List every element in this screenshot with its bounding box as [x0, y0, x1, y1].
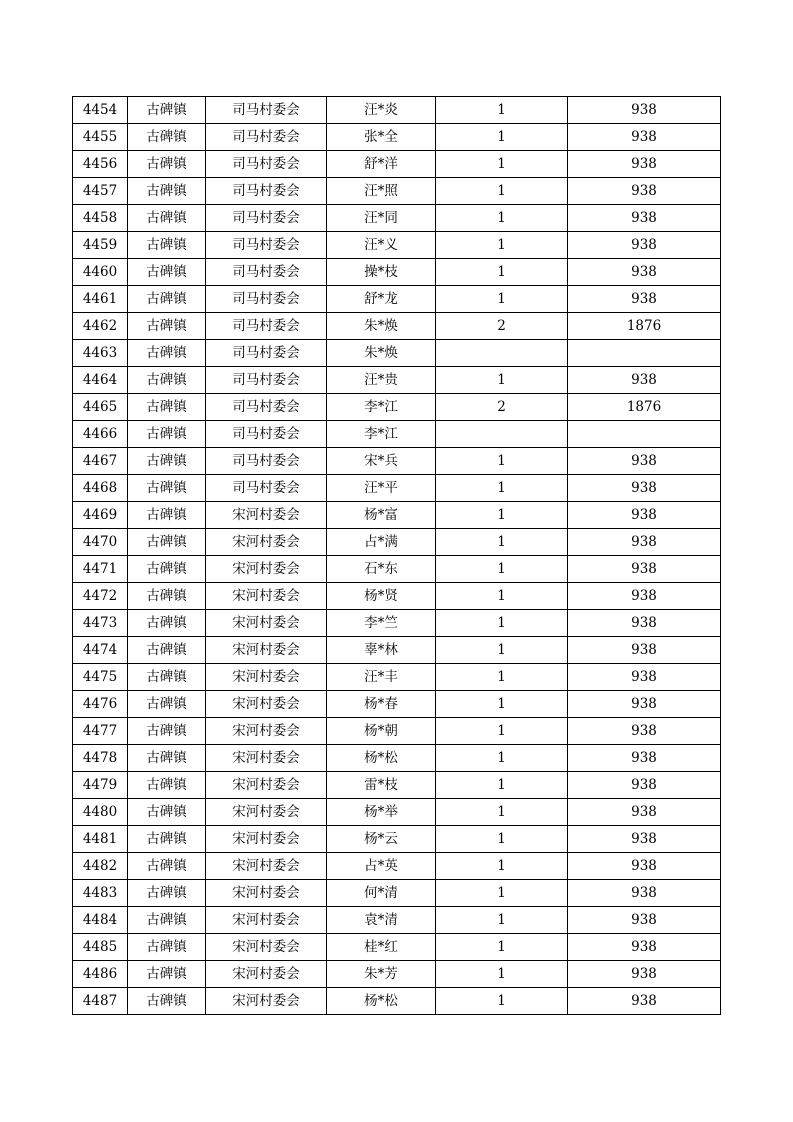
table-row — [73, 448, 721, 475]
name-cell: 宋*兵 — [327, 448, 436, 475]
town-cell: 古碑镇 — [128, 205, 206, 232]
row-number-cell: 4482 — [73, 853, 128, 880]
row-number-cell: 4487 — [73, 988, 128, 1015]
amount-cell: 938 — [568, 286, 721, 313]
count-cell: 1 — [436, 286, 568, 313]
amount-cell: 938 — [568, 961, 721, 988]
village-committee-cell: 司马村委会 — [206, 475, 327, 502]
town-cell: 古碑镇 — [128, 934, 206, 961]
town-cell: 古碑镇 — [128, 124, 206, 151]
table-row — [73, 799, 721, 826]
count-cell: 1 — [436, 961, 568, 988]
table-row — [73, 340, 721, 367]
row-number-cell: 4468 — [73, 475, 128, 502]
amount-cell — [568, 340, 721, 367]
town-cell: 古碑镇 — [128, 151, 206, 178]
count-cell: 1 — [436, 718, 568, 745]
row-number-cell: 4458 — [73, 205, 128, 232]
amount-cell: 938 — [568, 448, 721, 475]
amount-cell: 938 — [568, 826, 721, 853]
count-cell: 1 — [436, 151, 568, 178]
row-number-cell: 4469 — [73, 502, 128, 529]
row-number-cell: 4470 — [73, 529, 128, 556]
row-number-cell: 4461 — [73, 286, 128, 313]
name-cell: 杨*云 — [327, 826, 436, 853]
amount-cell: 938 — [568, 502, 721, 529]
town-cell: 古碑镇 — [128, 826, 206, 853]
amount-cell: 938 — [568, 907, 721, 934]
amount-cell: 938 — [568, 205, 721, 232]
town-cell: 古碑镇 — [128, 961, 206, 988]
amount-cell: 938 — [568, 529, 721, 556]
village-committee-cell: 司马村委会 — [206, 205, 327, 232]
town-cell: 古碑镇 — [128, 394, 206, 421]
table-row — [73, 367, 721, 394]
town-cell: 古碑镇 — [128, 799, 206, 826]
name-cell: 汪*贵 — [327, 367, 436, 394]
table-row — [73, 97, 721, 124]
row-number-cell: 4466 — [73, 421, 128, 448]
village-committee-cell: 宋河村委会 — [206, 664, 327, 691]
table-row — [73, 664, 721, 691]
town-cell: 古碑镇 — [128, 502, 206, 529]
table-row — [73, 691, 721, 718]
amount-cell: 938 — [568, 799, 721, 826]
count-cell: 1 — [436, 475, 568, 502]
count-cell: 1 — [436, 853, 568, 880]
amount-cell: 938 — [568, 556, 721, 583]
count-cell: 1 — [436, 799, 568, 826]
village-committee-cell: 宋河村委会 — [206, 583, 327, 610]
count-cell: 1 — [436, 367, 568, 394]
amount-cell: 938 — [568, 475, 721, 502]
village-committee-cell: 司马村委会 — [206, 421, 327, 448]
record-table-body — [73, 97, 721, 1015]
village-committee-cell: 司马村委会 — [206, 259, 327, 286]
table-row — [73, 178, 721, 205]
count-cell — [436, 421, 568, 448]
name-cell: 朱*焕 — [327, 313, 436, 340]
village-committee-cell: 司马村委会 — [206, 340, 327, 367]
name-cell: 何*清 — [327, 880, 436, 907]
row-number-cell: 4480 — [73, 799, 128, 826]
town-cell: 古碑镇 — [128, 286, 206, 313]
village-committee-cell: 司马村委会 — [206, 151, 327, 178]
row-number-cell: 4465 — [73, 394, 128, 421]
village-committee-cell: 宋河村委会 — [206, 610, 327, 637]
amount-cell: 938 — [568, 232, 721, 259]
row-number-cell: 4455 — [73, 124, 128, 151]
village-committee-cell: 宋河村委会 — [206, 880, 327, 907]
row-number-cell: 4481 — [73, 826, 128, 853]
table-row — [73, 745, 721, 772]
town-cell: 古碑镇 — [128, 610, 206, 637]
table-row — [73, 718, 721, 745]
name-cell: 石*东 — [327, 556, 436, 583]
amount-cell — [568, 421, 721, 448]
count-cell: 1 — [436, 178, 568, 205]
record-table — [72, 96, 721, 1015]
name-cell: 汪*丰 — [327, 664, 436, 691]
village-committee-cell: 宋河村委会 — [206, 502, 327, 529]
name-cell: 汪*炎 — [327, 97, 436, 124]
row-number-cell: 4485 — [73, 934, 128, 961]
name-cell: 杨*松 — [327, 988, 436, 1015]
row-number-cell: 4464 — [73, 367, 128, 394]
name-cell: 汪*照 — [327, 178, 436, 205]
town-cell: 古碑镇 — [128, 259, 206, 286]
table-row — [73, 259, 721, 286]
name-cell: 杨*举 — [327, 799, 436, 826]
town-cell: 古碑镇 — [128, 718, 206, 745]
name-cell: 张*全 — [327, 124, 436, 151]
name-cell: 朱*芳 — [327, 961, 436, 988]
row-number-cell: 4474 — [73, 637, 128, 664]
village-committee-cell: 司马村委会 — [206, 286, 327, 313]
row-number-cell: 4456 — [73, 151, 128, 178]
name-cell: 雷*枝 — [327, 772, 436, 799]
row-number-cell: 4457 — [73, 178, 128, 205]
row-number-cell: 4484 — [73, 907, 128, 934]
table-row — [73, 880, 721, 907]
village-committee-cell: 宋河村委会 — [206, 988, 327, 1015]
count-cell: 1 — [436, 691, 568, 718]
count-cell: 1 — [436, 664, 568, 691]
count-cell: 2 — [436, 313, 568, 340]
amount-cell: 938 — [568, 772, 721, 799]
town-cell: 古碑镇 — [128, 637, 206, 664]
town-cell: 古碑镇 — [128, 907, 206, 934]
town-cell: 古碑镇 — [128, 853, 206, 880]
town-cell: 古碑镇 — [128, 475, 206, 502]
village-committee-cell: 司马村委会 — [206, 367, 327, 394]
village-committee-cell: 司马村委会 — [206, 313, 327, 340]
row-number-cell: 4471 — [73, 556, 128, 583]
table-row — [73, 502, 721, 529]
count-cell: 1 — [436, 232, 568, 259]
count-cell: 1 — [436, 502, 568, 529]
name-cell: 占*英 — [327, 853, 436, 880]
name-cell: 杨*朝 — [327, 718, 436, 745]
count-cell: 1 — [436, 529, 568, 556]
town-cell: 古碑镇 — [128, 745, 206, 772]
name-cell: 李*江 — [327, 421, 436, 448]
amount-cell: 938 — [568, 97, 721, 124]
name-cell: 李*竺 — [327, 610, 436, 637]
count-cell: 1 — [436, 934, 568, 961]
town-cell: 古碑镇 — [128, 772, 206, 799]
village-committee-cell: 宋河村委会 — [206, 691, 327, 718]
village-committee-cell: 司马村委会 — [206, 124, 327, 151]
amount-cell: 938 — [568, 637, 721, 664]
amount-cell: 938 — [568, 583, 721, 610]
name-cell: 操*枝 — [327, 259, 436, 286]
table-row — [73, 232, 721, 259]
village-committee-cell: 宋河村委会 — [206, 556, 327, 583]
town-cell: 古碑镇 — [128, 178, 206, 205]
table-row — [73, 853, 721, 880]
amount-cell: 938 — [568, 610, 721, 637]
town-cell: 古碑镇 — [128, 97, 206, 124]
count-cell: 1 — [436, 583, 568, 610]
village-committee-cell: 司马村委会 — [206, 394, 327, 421]
amount-cell: 938 — [568, 178, 721, 205]
amount-cell: 938 — [568, 259, 721, 286]
village-committee-cell: 司马村委会 — [206, 232, 327, 259]
village-committee-cell: 宋河村委会 — [206, 529, 327, 556]
table-row — [73, 637, 721, 664]
count-cell: 1 — [436, 826, 568, 853]
name-cell: 辜*林 — [327, 637, 436, 664]
table-row — [73, 961, 721, 988]
village-committee-cell: 司马村委会 — [206, 448, 327, 475]
count-cell: 1 — [436, 988, 568, 1015]
table-row — [73, 556, 721, 583]
count-cell — [436, 340, 568, 367]
amount-cell: 938 — [568, 718, 721, 745]
town-cell: 古碑镇 — [128, 340, 206, 367]
row-number-cell: 4463 — [73, 340, 128, 367]
count-cell: 1 — [436, 556, 568, 583]
town-cell: 古碑镇 — [128, 880, 206, 907]
amount-cell: 938 — [568, 880, 721, 907]
town-cell: 古碑镇 — [128, 988, 206, 1015]
name-cell: 杨*贤 — [327, 583, 436, 610]
name-cell: 桂*红 — [327, 934, 436, 961]
amount-cell: 938 — [568, 151, 721, 178]
row-number-cell: 4479 — [73, 772, 128, 799]
amount-cell: 938 — [568, 853, 721, 880]
village-committee-cell: 宋河村委会 — [206, 907, 327, 934]
village-committee-cell: 宋河村委会 — [206, 799, 327, 826]
count-cell: 1 — [436, 448, 568, 475]
count-cell: 2 — [436, 394, 568, 421]
row-number-cell: 4476 — [73, 691, 128, 718]
village-committee-cell: 司马村委会 — [206, 178, 327, 205]
amount-cell: 1876 — [568, 394, 721, 421]
table-row — [73, 421, 721, 448]
count-cell: 1 — [436, 772, 568, 799]
village-committee-cell: 宋河村委会 — [206, 637, 327, 664]
count-cell: 1 — [436, 637, 568, 664]
row-number-cell: 4475 — [73, 664, 128, 691]
row-number-cell: 4473 — [73, 610, 128, 637]
town-cell: 古碑镇 — [128, 529, 206, 556]
name-cell: 舒*洋 — [327, 151, 436, 178]
table-row — [73, 475, 721, 502]
name-cell: 朱*焕 — [327, 340, 436, 367]
row-number-cell: 4454 — [73, 97, 128, 124]
row-number-cell: 4472 — [73, 583, 128, 610]
table-row — [73, 286, 721, 313]
row-number-cell: 4459 — [73, 232, 128, 259]
count-cell: 1 — [436, 907, 568, 934]
village-committee-cell: 宋河村委会 — [206, 772, 327, 799]
table-row — [73, 583, 721, 610]
village-committee-cell: 宋河村委会 — [206, 826, 327, 853]
table-row — [73, 124, 721, 151]
table-row — [73, 151, 721, 178]
amount-cell: 938 — [568, 745, 721, 772]
amount-cell: 938 — [568, 934, 721, 961]
row-number-cell: 4462 — [73, 313, 128, 340]
row-number-cell: 4467 — [73, 448, 128, 475]
town-cell: 古碑镇 — [128, 367, 206, 394]
count-cell: 1 — [436, 610, 568, 637]
amount-cell: 938 — [568, 988, 721, 1015]
table-row — [73, 394, 721, 421]
table-row — [73, 610, 721, 637]
name-cell: 杨*富 — [327, 502, 436, 529]
count-cell: 1 — [436, 124, 568, 151]
name-cell: 杨*春 — [327, 691, 436, 718]
name-cell: 汪*义 — [327, 232, 436, 259]
count-cell: 1 — [436, 97, 568, 124]
amount-cell: 938 — [568, 664, 721, 691]
village-committee-cell: 宋河村委会 — [206, 853, 327, 880]
town-cell: 古碑镇 — [128, 232, 206, 259]
row-number-cell: 4478 — [73, 745, 128, 772]
table-row — [73, 205, 721, 232]
village-committee-cell: 宋河村委会 — [206, 934, 327, 961]
table-row — [73, 934, 721, 961]
name-cell: 汪*平 — [327, 475, 436, 502]
count-cell: 1 — [436, 259, 568, 286]
town-cell: 古碑镇 — [128, 691, 206, 718]
name-cell: 汪*同 — [327, 205, 436, 232]
name-cell: 袁*清 — [327, 907, 436, 934]
row-number-cell: 4460 — [73, 259, 128, 286]
count-cell: 1 — [436, 745, 568, 772]
count-cell: 1 — [436, 880, 568, 907]
table-row — [73, 529, 721, 556]
town-cell: 古碑镇 — [128, 583, 206, 610]
village-committee-cell: 宋河村委会 — [206, 718, 327, 745]
village-committee-cell: 司马村委会 — [206, 97, 327, 124]
table-row — [73, 772, 721, 799]
amount-cell: 938 — [568, 691, 721, 718]
amount-cell: 1876 — [568, 313, 721, 340]
name-cell: 舒*龙 — [327, 286, 436, 313]
count-cell: 1 — [436, 205, 568, 232]
amount-cell: 938 — [568, 367, 721, 394]
amount-cell: 938 — [568, 124, 721, 151]
row-number-cell: 4477 — [73, 718, 128, 745]
row-number-cell: 4486 — [73, 961, 128, 988]
town-cell: 古碑镇 — [128, 556, 206, 583]
name-cell: 李*江 — [327, 394, 436, 421]
town-cell: 古碑镇 — [128, 313, 206, 340]
town-cell: 古碑镇 — [128, 421, 206, 448]
table-row — [73, 826, 721, 853]
table-row — [73, 907, 721, 934]
name-cell: 杨*松 — [327, 745, 436, 772]
village-committee-cell: 宋河村委会 — [206, 961, 327, 988]
town-cell: 古碑镇 — [128, 448, 206, 475]
row-number-cell: 4483 — [73, 880, 128, 907]
table-row — [73, 988, 721, 1015]
table-row — [73, 313, 721, 340]
name-cell: 占*满 — [327, 529, 436, 556]
village-committee-cell: 宋河村委会 — [206, 745, 327, 772]
town-cell: 古碑镇 — [128, 664, 206, 691]
